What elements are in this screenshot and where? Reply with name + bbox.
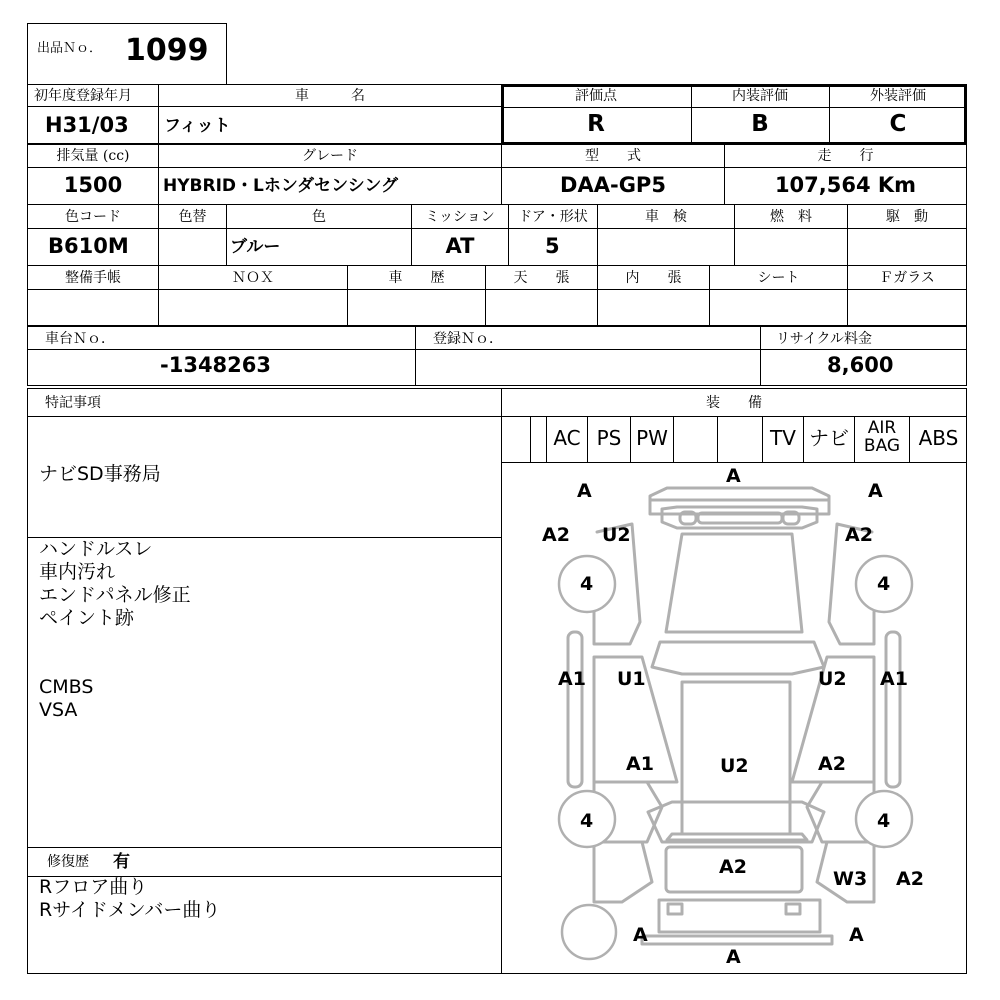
damage-mark: A (726, 946, 741, 968)
r4-c2-bot (158, 289, 348, 326)
r4-c5-bot (597, 289, 710, 326)
spare-tire (562, 905, 616, 959)
mission-label: ミッション (425, 209, 495, 225)
equip-cell (717, 416, 763, 463)
r4-c4-bot (485, 289, 598, 326)
damage-mark: A (849, 924, 864, 946)
interior-score-label: 内装評価 (732, 88, 788, 104)
damage-mark: A (868, 480, 883, 502)
damage-mark: U1 (617, 668, 646, 690)
hood-outline (666, 534, 802, 632)
damage-mark: 4 (877, 573, 891, 595)
damage-mark: W3 (833, 868, 868, 890)
front-glass-label: Ｆガラス (879, 270, 935, 286)
equipment-label: 装 備 (706, 395, 762, 411)
model-value: DAA-GP5 (560, 173, 666, 197)
r4-c6-bot (709, 289, 848, 326)
remarks-label: 特記事項 (45, 395, 101, 411)
equip-navi: ナビ (809, 426, 849, 450)
r4-c7-bot (847, 289, 967, 326)
damage-mark: A2 (719, 856, 747, 878)
damage-mark: A1 (626, 753, 654, 775)
r3-c2-bot (158, 228, 227, 266)
fuel-label: 燃 料 (770, 209, 812, 225)
rear-window-outline (667, 834, 807, 840)
mission-value: AT (445, 234, 475, 258)
damage-mark: U2 (818, 668, 847, 690)
equip-tv: TV (770, 426, 796, 450)
front-emblem-center (698, 513, 782, 523)
color-label: 色 (312, 209, 326, 225)
remark-line: 車内汚れ (39, 561, 116, 583)
damage-mark: 4 (580, 810, 594, 832)
exterior-score-label: 外装評価 (870, 88, 926, 104)
equip-pw: PW (636, 426, 668, 450)
remark-line: ハンドルスレ (39, 538, 153, 560)
door-value: 5 (545, 234, 560, 258)
damage-mark: A2 (845, 524, 873, 546)
service-record-label: 整備手帳 (65, 270, 121, 286)
remark-line: VSA (39, 699, 78, 721)
remark-line: エンドパネル修正 (39, 584, 191, 606)
equip-cell (530, 416, 547, 463)
mileage-value: 107,564 Km (774, 173, 917, 197)
damage-mark: 4 (877, 810, 891, 832)
damage-mark: U2 (602, 524, 631, 546)
mileage-label: 走 行 (817, 148, 874, 164)
equip-ac: AC (553, 426, 581, 450)
inspection-label: 車 検 (645, 209, 687, 225)
nox-label: ＮＯＸ (232, 270, 274, 286)
car-body-diagram (502, 462, 966, 972)
equip-abs: ABS (918, 426, 959, 450)
grade-value: HYBRID・Lホンダセンシング (163, 176, 398, 196)
car-name-value: フィット (164, 116, 231, 136)
car-history-label: 車 歴 (388, 270, 445, 286)
chassis-no-value: -1348263 (160, 353, 271, 377)
rear-glass-outline (648, 802, 824, 842)
remark-line: ペイント跡 (39, 607, 135, 629)
seat-label: シート (757, 270, 800, 286)
damage-mark: A1 (880, 668, 908, 690)
score-label: 評価点 (575, 88, 617, 104)
damage-mark: A1 (558, 668, 586, 690)
displacement-label: 排気量 (cc) (56, 148, 130, 164)
recycle-fee-value: 8,600 (827, 353, 894, 377)
remark-line: ナビSD事務局 (39, 463, 161, 485)
damage-mark: A (726, 465, 741, 487)
interior-score-value: B (751, 111, 769, 137)
chassis-no-label: 車台Ｎｏ． (45, 331, 115, 347)
color-value: ブルー (230, 237, 281, 257)
repaint-label: 色替 (178, 209, 207, 225)
model-label: 型 式 (585, 148, 641, 164)
grade-label: グレード (302, 148, 358, 164)
repair-history-value: 有 (113, 852, 130, 872)
roof-label: 天 張 (513, 270, 570, 286)
damage-mark: A2 (818, 753, 846, 775)
door-label: ドア・形状 (518, 209, 588, 225)
lot-number-label: 出品Ｎｏ． (37, 41, 103, 56)
equip-airbag: AIR BAG (863, 418, 901, 456)
remark-line: CMBS (39, 676, 94, 698)
r4-c3-bot (347, 289, 486, 326)
left-rear-quarter (594, 842, 652, 902)
damage-mark: A2 (542, 524, 570, 546)
r3-c6-bot (597, 228, 735, 266)
equip-ps: PS (596, 426, 622, 450)
car-name-label: 車 名 (295, 88, 365, 104)
recycle-fee-label: リサイクル料金 (776, 331, 873, 347)
r4-c1-bot (27, 289, 159, 326)
r3-c8-bot (847, 228, 967, 266)
score-value: R (587, 111, 605, 137)
left-side-sill (568, 632, 582, 787)
reg-no-label: 登録Ｎｏ． (433, 331, 503, 347)
rear-plate-right (786, 904, 800, 914)
exterior-score-value: C (889, 111, 907, 137)
equip-cell (673, 416, 718, 463)
repair-history-label: 修復歴 (47, 854, 89, 870)
damage-mark: A (577, 480, 592, 502)
remark-line: Rフロア曲り (39, 876, 148, 898)
displacement-value: 1500 (63, 173, 123, 197)
repair-history-cell (27, 847, 502, 877)
damage-mark: A2 (896, 868, 924, 890)
interior-roof-label: 内 張 (625, 270, 682, 286)
damage-mark: A (633, 924, 648, 946)
rear-skirt-outline (642, 936, 832, 944)
right-side-sill (886, 632, 900, 787)
rear-plate-left (668, 904, 682, 914)
color-code-label: 色コード (65, 209, 121, 225)
remark-line: Rサイドメンバー曲り (39, 899, 221, 921)
drive-label: 駆 動 (886, 209, 928, 225)
r3-c7-bot (734, 228, 848, 266)
r5-c2-bot (415, 349, 761, 386)
reg-date-label: 初年度登録年月 (34, 88, 132, 104)
lot-number: 1099 (125, 33, 209, 68)
reg-date-value: H31/03 (45, 113, 129, 137)
color-code-value: B610M (48, 234, 129, 258)
windshield-outline (652, 642, 824, 674)
damage-mark: 4 (580, 573, 594, 595)
damage-mark: U2 (720, 755, 749, 777)
